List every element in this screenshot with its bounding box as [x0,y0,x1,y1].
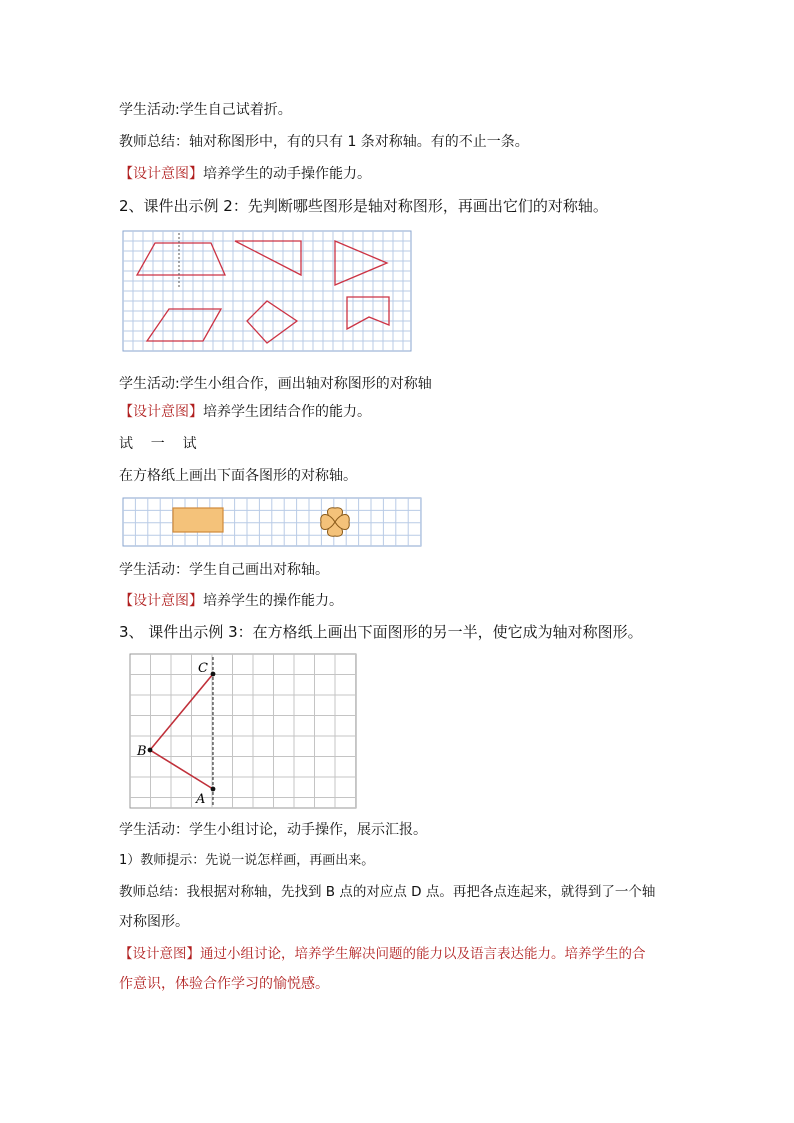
text-line-group-discussion: 学生活动：学生小组讨论，动手操作，展示汇报。 [119,822,427,838]
text-line-example-2: 2、课件出示例 2：先判断哪些图形是轴对称图形，再画出它们的对称轴。 [119,197,608,215]
design-intent-tag: 【设计意图】 [119,946,200,962]
design-intent-text: 培养学生团结合作的能力。 [203,404,371,420]
design-intent-text: 培养学生的动手操作能力。 [203,166,371,182]
design-intent-1 [119,164,371,184]
text-line-teacher-hint: 1）教师提示：先说一说怎样画，再画出来。 [119,853,375,868]
example-2-grid-figure [121,229,413,353]
design-intent-text: 培养学生的操作能力。 [203,593,343,609]
text-line-student-activity-fold: 学生活动:学生自己试着折。 [119,102,292,118]
text-line-teacher-summary-2a: 教师总结：我根据对称轴，先找到 B 点的对应点 D 点。再把各点连起来，就得到了一个轴 [119,884,656,900]
text-line-self-draw: 学生活动：学生自己画出对称轴。 [119,562,329,578]
text-line-teacher-summary-1: 教师总结：轴对称图形中，有的只有 1 条对称轴。有的不止一条。 [119,134,529,150]
text-line-group-activity: 学生活动:学生小组合作，画出轴对称图形的对称轴 [119,376,432,392]
example-3-grid-figure [129,653,357,809]
try-grid-figure [121,496,423,548]
text-line-try-instruction: 在方格纸上画出下面各图形的对称轴。 [119,468,357,484]
label-a: A [196,792,206,807]
design-intent-tag: 【设计意图】 [119,404,203,420]
design-intent-2 [119,402,371,422]
design-intent-tag: 【设计意图】 [119,166,203,182]
design-intent-3 [119,591,343,611]
point-c [211,672,216,677]
text-line-teacher-summary-2b: 对称图形。 [119,914,189,930]
point-b [148,748,153,753]
orange-rectangle-shape [173,508,223,532]
design-intent-tag: 【设计意图】 [119,593,203,609]
design-intent-4-continued: 作意识，体验合作学习的愉悦感。 [119,976,329,992]
design-intent-4 [119,944,646,964]
design-intent-text: 通过小组讨论，培养学生解决问题的能力以及语言表达能力。培养学生的合 [200,946,646,962]
point-a [211,787,216,792]
text-line-example-3: 3、 课件出示例 3：在方格纸上画出下面图形的另一半，使它成为轴对称图形。 [119,623,643,641]
grid-frame [130,654,356,808]
section-title-try: 试 一 试 [119,436,197,452]
label-c: C [198,661,208,676]
label-b: B [137,744,147,759]
